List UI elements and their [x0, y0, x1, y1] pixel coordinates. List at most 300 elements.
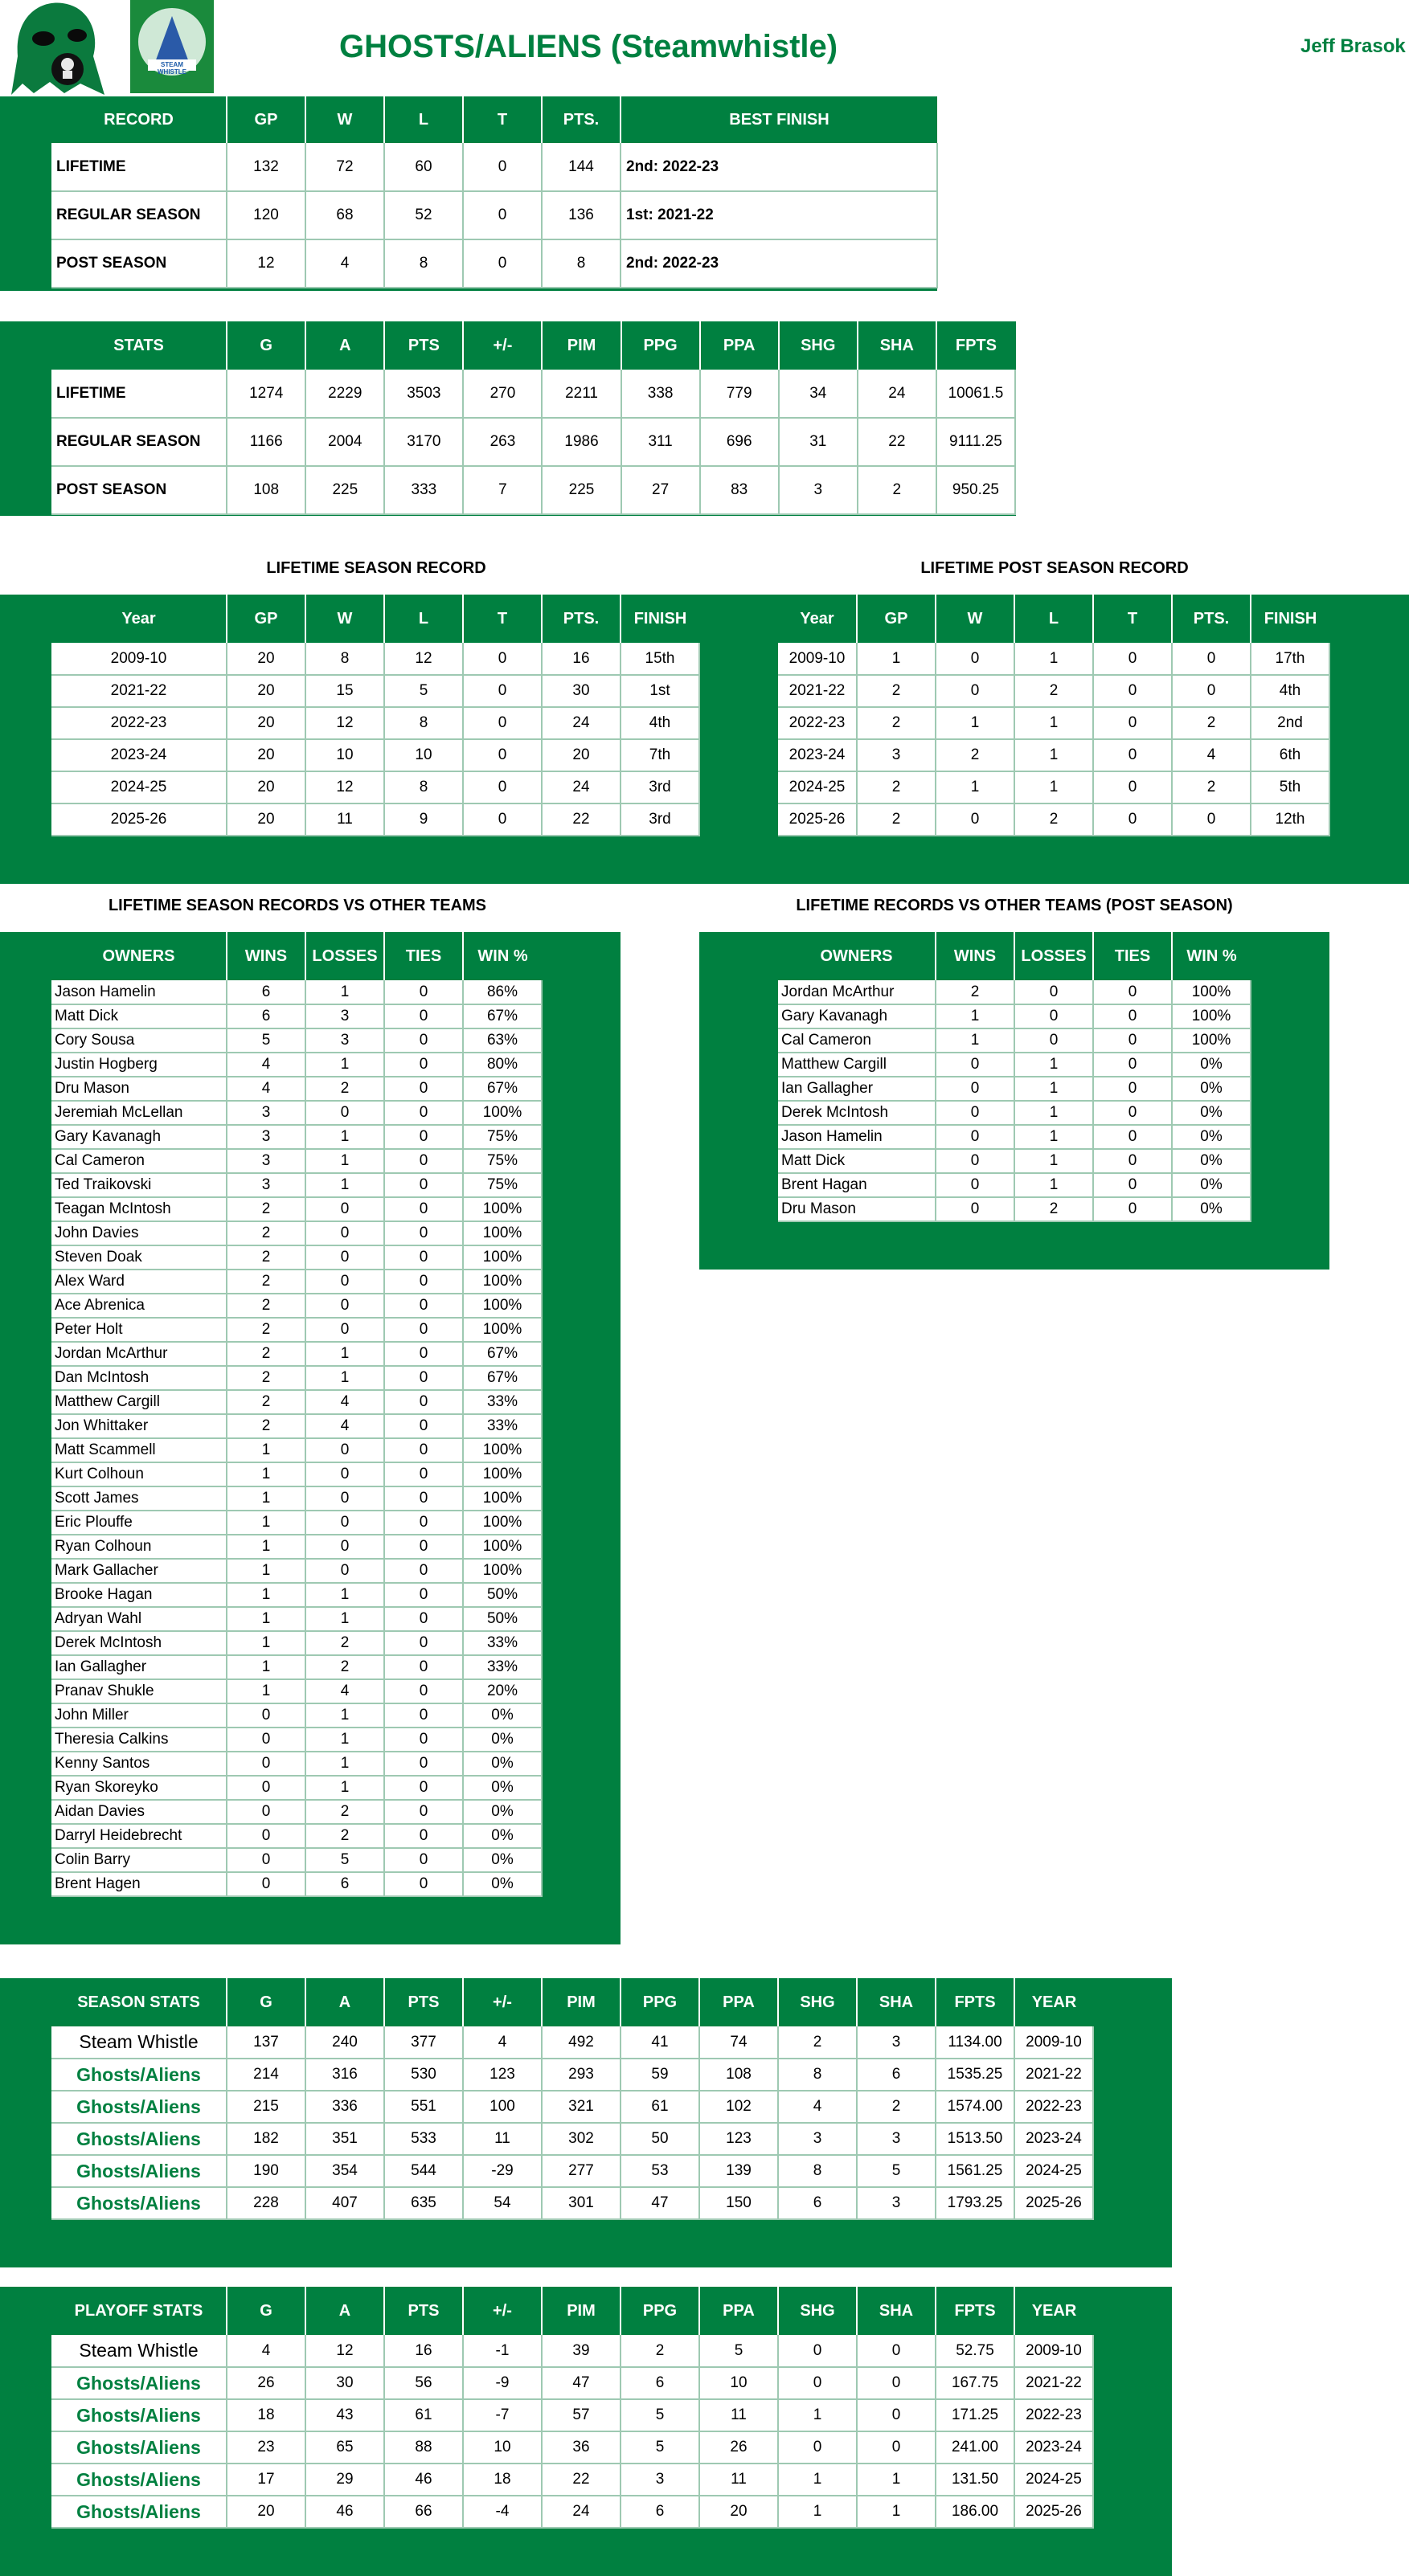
cell: 131.50: [936, 2464, 1014, 2496]
header-row: [778, 595, 1329, 643]
cell: 2: [857, 707, 936, 739]
cell: 0%: [463, 1824, 542, 1848]
cell: 1: [227, 1607, 305, 1631]
table-row: [778, 1028, 1251, 1053]
cell: 8: [542, 239, 621, 288]
column-header: T: [1093, 595, 1172, 643]
cell: 635: [384, 2187, 463, 2219]
cell: 8: [305, 643, 384, 675]
table-row: [51, 1848, 542, 1872]
cell: 0: [384, 1004, 463, 1028]
cell: 0: [463, 707, 542, 739]
cell: 0: [384, 1728, 463, 1752]
cell: 0: [1093, 739, 1172, 771]
table-row: [51, 2026, 1093, 2059]
column-header: PIM: [542, 1978, 621, 2026]
column-header: TIES: [384, 932, 463, 980]
table-row: [51, 1655, 542, 1679]
column-header: WINS: [227, 932, 305, 980]
cell: 0: [384, 1511, 463, 1535]
cell: 0: [936, 1197, 1014, 1221]
cell: 1: [1014, 771, 1093, 803]
table-row: [51, 2187, 1093, 2219]
cell: 47: [621, 2187, 699, 2219]
cell: 4: [305, 1414, 384, 1438]
cell: 0: [227, 1848, 305, 1872]
column-header: PPA: [699, 1978, 778, 2026]
row-label: Ghosts/Aliens: [51, 2091, 227, 2123]
cell: -9: [463, 2367, 542, 2399]
cell: 544: [384, 2155, 463, 2187]
cell: 2025-26: [1014, 2187, 1093, 2219]
column-header: WIN %: [1172, 932, 1251, 980]
cell: 132: [227, 143, 305, 191]
cell: 56: [384, 2367, 463, 2399]
table-row: [51, 143, 937, 191]
row-label: Ghosts/Aliens: [51, 2496, 227, 2528]
cell: 182: [227, 2123, 305, 2155]
row-label: Darryl Heidebrecht: [51, 1824, 227, 1848]
cell: 12: [305, 2335, 384, 2367]
cell: 1: [227, 1438, 305, 1462]
cell: 3: [305, 1004, 384, 1028]
cell: 0: [1093, 1077, 1172, 1101]
cell: 1: [1014, 643, 1093, 675]
cell: 5: [305, 1848, 384, 1872]
cell: 2: [305, 1077, 384, 1101]
row-label: 2021-22: [778, 675, 857, 707]
cell: 167.75: [936, 2367, 1014, 2399]
cell: 1: [1014, 1149, 1093, 1173]
cell: 12th: [1251, 803, 1329, 836]
header-row: [51, 2287, 1093, 2335]
cell: 0: [227, 1800, 305, 1824]
cell: 65: [305, 2431, 384, 2464]
row-label: Cal Cameron: [51, 1149, 227, 1173]
cell: 0: [463, 739, 542, 771]
row-label: Ghosts/Aliens: [51, 2464, 227, 2496]
table-row: [51, 1559, 542, 1583]
cell: 0: [384, 1800, 463, 1824]
cell: 2211: [542, 370, 621, 418]
cell: 1: [305, 1125, 384, 1149]
cell: 1: [305, 1173, 384, 1197]
row-label: Adryan Wahl: [51, 1607, 227, 1631]
table-row: [51, 643, 699, 675]
row-label: LIFETIME: [51, 143, 227, 191]
cell: 46: [305, 2496, 384, 2528]
cell: 100%: [463, 1559, 542, 1583]
cell: 0: [1093, 1125, 1172, 1149]
cell: 0: [384, 1679, 463, 1703]
table-row: [51, 1294, 542, 1318]
cell: 2: [227, 1390, 305, 1414]
cell: 333: [384, 466, 463, 514]
cell: 1: [936, 1028, 1014, 1053]
cell: 2: [857, 675, 936, 707]
cell: 0: [463, 771, 542, 803]
table-row: [51, 1583, 542, 1607]
cell: 8: [778, 2059, 857, 2091]
cell: 3: [857, 2123, 936, 2155]
cell: 2: [227, 1342, 305, 1366]
cell: 24: [542, 2496, 621, 2528]
row-label: Ghosts/Aliens: [51, 2367, 227, 2399]
row-label: Dru Mason: [778, 1197, 936, 1221]
cell: 1793.25: [936, 2187, 1014, 2219]
cell: 2: [621, 2335, 699, 2367]
cell: 4th: [1251, 675, 1329, 707]
cell: 0: [384, 1342, 463, 1366]
column-header: PTS: [384, 321, 463, 370]
cell: 0: [778, 2367, 857, 2399]
cell: 0: [305, 1535, 384, 1559]
cell: 1: [1014, 707, 1093, 739]
cell: 52: [384, 191, 463, 239]
cell: 1: [305, 1053, 384, 1077]
cell: 53: [621, 2155, 699, 2187]
table-row: [778, 771, 1329, 803]
cell: 0: [227, 1872, 305, 1896]
cell: 0%: [463, 1728, 542, 1752]
cell: 0: [384, 1872, 463, 1896]
cell: 2nd: 2022-23: [621, 143, 937, 191]
row-label: 2009-10: [778, 643, 857, 675]
column-header: YEAR: [1014, 2287, 1093, 2335]
column-header: SEASON STATS: [51, 1978, 227, 2026]
column-header: SHA: [857, 2287, 936, 2335]
cell: 0: [384, 1655, 463, 1679]
cell: 2025-26: [1014, 2496, 1093, 2528]
cell: 2021-22: [1014, 2367, 1093, 2399]
column-header: FINISH: [1251, 595, 1329, 643]
cell: 67%: [463, 1342, 542, 1366]
cell: 24: [858, 370, 936, 418]
cell: 36: [542, 2431, 621, 2464]
cell: 108: [699, 2059, 778, 2091]
cell: 1: [305, 1607, 384, 1631]
cell: 1561.25: [936, 2155, 1014, 2187]
cell: 60: [384, 143, 463, 191]
row-label: Mark Gallacher: [51, 1559, 227, 1583]
cell: 0: [384, 1149, 463, 1173]
cell: 24: [542, 707, 621, 739]
record-table: [51, 96, 938, 288]
cell: 0: [384, 1607, 463, 1631]
cell: 26: [227, 2367, 305, 2399]
cell: 80%: [463, 1053, 542, 1077]
cell: 0: [227, 1824, 305, 1848]
cell: 50%: [463, 1583, 542, 1607]
table-row: [778, 1101, 1251, 1125]
cell: 1: [305, 1366, 384, 1390]
cell: 100%: [463, 1294, 542, 1318]
cell: 63%: [463, 1028, 542, 1053]
cell: 0%: [463, 1752, 542, 1776]
cell: 0: [384, 1848, 463, 1872]
cell: -29: [463, 2155, 542, 2187]
cell: 1st: 2021-22: [621, 191, 937, 239]
cell: 100%: [463, 1245, 542, 1270]
cell: 0: [857, 2399, 936, 2431]
cell: 0: [384, 1752, 463, 1776]
cell: 26: [699, 2431, 778, 2464]
table-row: [51, 418, 1015, 466]
table-row: [51, 1077, 542, 1101]
table-row: [51, 1270, 542, 1294]
cell: 75%: [463, 1149, 542, 1173]
cell: 3: [305, 1028, 384, 1053]
cell: 0: [305, 1486, 384, 1511]
cell: 492: [542, 2026, 621, 2059]
cell: 2: [305, 1631, 384, 1655]
cell: 1: [227, 1655, 305, 1679]
cell: 4: [305, 1390, 384, 1414]
cell: 2022-23: [1014, 2091, 1093, 2123]
cell: 0: [384, 1462, 463, 1486]
row-label: Ghosts/Aliens: [51, 2399, 227, 2431]
cell: 16: [384, 2335, 463, 2367]
cell: 86%: [463, 980, 542, 1004]
cell: 0: [305, 1197, 384, 1221]
cell: 2: [1014, 803, 1093, 836]
cell: 20%: [463, 1679, 542, 1703]
table-row: [51, 2431, 1093, 2464]
cell: 0: [1093, 643, 1172, 675]
cell: 3170: [384, 418, 463, 466]
cell: 0: [305, 1511, 384, 1535]
column-header: LOSSES: [1014, 932, 1093, 980]
cell: 377: [384, 2026, 463, 2059]
cell: 11: [699, 2399, 778, 2431]
cell: 2: [1014, 1197, 1093, 1221]
cell: 0: [384, 1535, 463, 1559]
cell: 0: [1093, 1197, 1172, 1221]
cell: 59: [621, 2059, 699, 2091]
cell: 2: [936, 739, 1014, 771]
column-header: PLAYOFF STATS: [51, 2287, 227, 2335]
row-label: Steven Doak: [51, 1245, 227, 1270]
table-row: [51, 1318, 542, 1342]
column-header: WIN %: [463, 932, 542, 980]
cell: 0: [1172, 803, 1251, 836]
cell: 67%: [463, 1004, 542, 1028]
cell: 293: [542, 2059, 621, 2091]
row-label: Jeremiah McLellan: [51, 1101, 227, 1125]
cell: 5: [857, 2155, 936, 2187]
cell: 0: [463, 643, 542, 675]
cell: 8: [384, 707, 463, 739]
cell: 0: [1093, 980, 1172, 1004]
column-header: PTS.: [542, 595, 621, 643]
cell: 1: [227, 1583, 305, 1607]
cell: 22: [542, 2464, 621, 2496]
cell: 0: [384, 1173, 463, 1197]
playoff-stats-table: [51, 2287, 1094, 2529]
table-row: [51, 1125, 542, 1149]
cell: 0: [936, 643, 1014, 675]
cell: 3503: [384, 370, 463, 418]
cell: 33%: [463, 1414, 542, 1438]
cell: 0: [1172, 643, 1251, 675]
cell: 10: [463, 2431, 542, 2464]
row-label: Jon Whittaker: [51, 1414, 227, 1438]
cell: 0: [384, 1703, 463, 1728]
table-row: [51, 1221, 542, 1245]
cell: 0: [305, 1438, 384, 1462]
row-label: Brent Hagen: [51, 1872, 227, 1896]
table-row: [51, 980, 542, 1004]
table-row: [778, 739, 1329, 771]
cell: 20: [699, 2496, 778, 2528]
cell: 2: [858, 466, 936, 514]
cell: 0: [227, 1752, 305, 1776]
cell: 10: [305, 739, 384, 771]
cell: 530: [384, 2059, 463, 2091]
cell: 75%: [463, 1173, 542, 1197]
cell: 34: [779, 370, 858, 418]
cell: 0: [1014, 980, 1093, 1004]
cell: 1: [227, 1679, 305, 1703]
cell: 1: [936, 1004, 1014, 1028]
row-label: Ghosts/Aliens: [51, 2059, 227, 2091]
cell: 0%: [463, 1776, 542, 1800]
cell: 30: [305, 2367, 384, 2399]
column-header: PIM: [542, 2287, 621, 2335]
table-row: [51, 1028, 542, 1053]
cell: 1: [778, 2496, 857, 2528]
post-record-table: [778, 595, 1330, 836]
cell: 3rd: [621, 771, 699, 803]
row-label: LIFETIME: [51, 370, 227, 418]
cell: 1: [857, 643, 936, 675]
cell: 1: [227, 1462, 305, 1486]
cell: 3: [857, 2187, 936, 2219]
cell: 0: [384, 1125, 463, 1149]
table-row: [778, 1173, 1251, 1197]
cell: 0: [384, 1366, 463, 1390]
cell: 50%: [463, 1607, 542, 1631]
cell: 0: [384, 1559, 463, 1583]
table-row: [51, 1390, 542, 1414]
cell: 11: [305, 803, 384, 836]
cell: 0: [384, 1245, 463, 1270]
cell: 1: [305, 1752, 384, 1776]
cell: 1: [227, 1559, 305, 1583]
cell: 10061.5: [936, 370, 1015, 418]
cell: 108: [227, 466, 305, 514]
cell: 9111.25: [936, 418, 1015, 466]
table-row: [51, 1149, 542, 1173]
cell: 302: [542, 2123, 621, 2155]
cell: 311: [621, 418, 700, 466]
cell: 407: [305, 2187, 384, 2219]
cell: 0: [384, 1221, 463, 1245]
table-row: [778, 1197, 1251, 1221]
row-label: Gary Kavanagh: [778, 1004, 936, 1028]
table-row: [51, 2335, 1093, 2367]
cell: 0: [778, 2431, 857, 2464]
row-label: Jason Hamelin: [51, 980, 227, 1004]
header-row: [51, 1978, 1093, 2026]
cell: 2023-24: [1014, 2431, 1093, 2464]
cell: 43: [305, 2399, 384, 2431]
cell: 4: [463, 2026, 542, 2059]
cell: 0: [936, 1101, 1014, 1125]
cell: 12: [384, 643, 463, 675]
row-label: Ace Abrenica: [51, 1294, 227, 1318]
table-row: [778, 1004, 1251, 1028]
table-row: [778, 980, 1251, 1004]
row-label: 2023-24: [778, 739, 857, 771]
cell: 120: [227, 191, 305, 239]
column-header: +/-: [463, 2287, 542, 2335]
cell: 263: [463, 418, 542, 466]
row-label: 2024-25: [51, 771, 227, 803]
cell: 0: [1014, 1028, 1093, 1053]
cell: 20: [227, 2496, 305, 2528]
cell: 41: [621, 2026, 699, 2059]
table-row: [51, 803, 699, 836]
vs-post-table: [778, 932, 1251, 1222]
cell: 338: [621, 370, 700, 418]
cell: 0: [384, 1294, 463, 1318]
row-label: 2022-23: [51, 707, 227, 739]
column-header: YEAR: [1014, 1978, 1093, 2026]
cell: 136: [542, 191, 621, 239]
cell: 1: [227, 1486, 305, 1511]
cell: 20: [227, 771, 305, 803]
column-header: STATS: [51, 321, 227, 370]
cell: 1: [227, 1511, 305, 1535]
cell: 0: [384, 1318, 463, 1342]
table-row: [778, 707, 1329, 739]
table-row: [51, 239, 937, 288]
cell: 6: [305, 1872, 384, 1896]
row-label: John Davies: [51, 1221, 227, 1245]
table-row: [51, 1535, 542, 1559]
table-row: [778, 1149, 1251, 1173]
row-label: John Miller: [51, 1703, 227, 1728]
cell: 100%: [1172, 1004, 1251, 1028]
cell: -4: [463, 2496, 542, 2528]
cell: 0: [463, 239, 542, 288]
cell: 100: [463, 2091, 542, 2123]
cell: 1: [305, 1149, 384, 1173]
column-header: BEST FINISH: [621, 96, 937, 143]
cell: 0: [305, 1245, 384, 1270]
column-header: PPA: [700, 321, 779, 370]
cell: 2nd: [1251, 707, 1329, 739]
cell: 12: [227, 239, 305, 288]
cell: 100%: [463, 1221, 542, 1245]
table-row: [51, 1776, 542, 1800]
cell: 8: [384, 239, 463, 288]
cell: 1513.50: [936, 2123, 1014, 2155]
table-row: [778, 643, 1329, 675]
column-header: G: [227, 321, 305, 370]
table-row: [51, 1486, 542, 1511]
cell: 1: [227, 1535, 305, 1559]
column-header: PIM: [542, 321, 621, 370]
cell: 0: [936, 803, 1014, 836]
cell: 0: [1093, 1004, 1172, 1028]
cell: 3: [227, 1125, 305, 1149]
cell: 240: [305, 2026, 384, 2059]
table-row: [51, 1728, 542, 1752]
column-header: OWNERS: [51, 932, 227, 980]
cell: 66: [384, 2496, 463, 2528]
